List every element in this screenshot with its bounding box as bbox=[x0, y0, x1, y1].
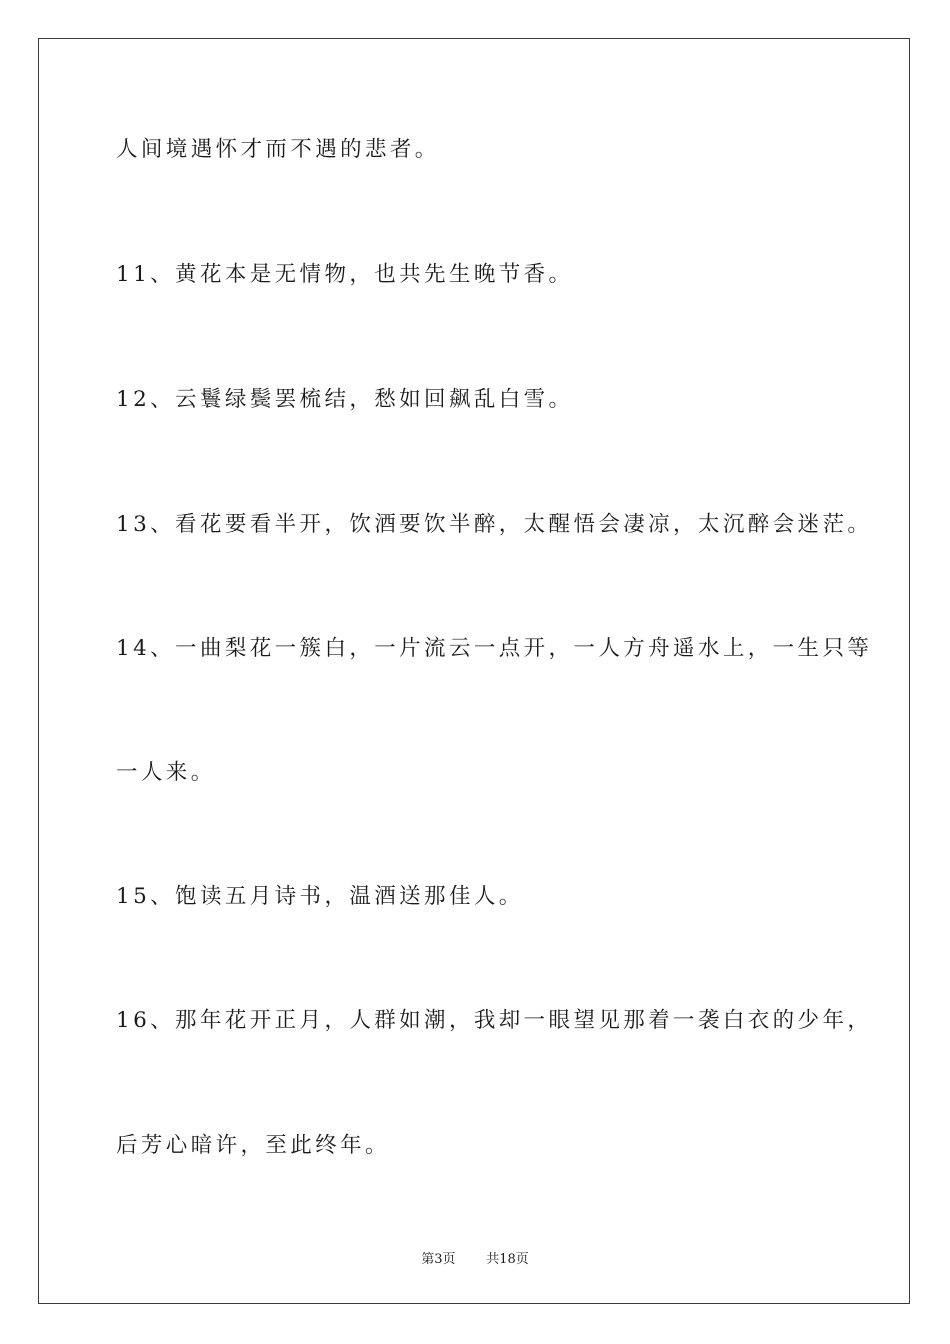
page-border bbox=[38, 38, 910, 1304]
text-line-9: 后芳心暗许，至此终年。 bbox=[116, 1133, 390, 1158]
page-gap bbox=[462, 1252, 480, 1267]
total-pages: 共18页 bbox=[486, 1252, 529, 1267]
text-line-6: 一人来。 bbox=[116, 760, 216, 785]
text-line-2: 11、黄花本是无情物，也共先生晚节香。 bbox=[116, 262, 574, 287]
page-footer bbox=[0, 1248, 950, 1267]
text-line-8: 16、那年花开正月，人群如潮，我却一眼望见那着一袭白衣的少年， bbox=[116, 1008, 873, 1033]
text-line-7: 15、饱读五月诗书，温酒送那佳人。 bbox=[116, 884, 524, 909]
text-line-5: 14、一曲梨花一簇白，一片流云一点开，一人方舟遥水上，一生只等 bbox=[116, 636, 873, 661]
text-line-4: 13、看花要看半开，饮酒要饮半醉，太醒悟会凄凉，太沉醉会迷茫。 bbox=[116, 512, 873, 537]
text-line-3: 12、云鬟绿鬓罢梳结，愁如回飙乱白雪。 bbox=[116, 387, 574, 412]
text-line-1: 人间境遇怀才而不遇的悲者。 bbox=[116, 137, 440, 162]
page-number: 第3页 bbox=[421, 1252, 456, 1267]
